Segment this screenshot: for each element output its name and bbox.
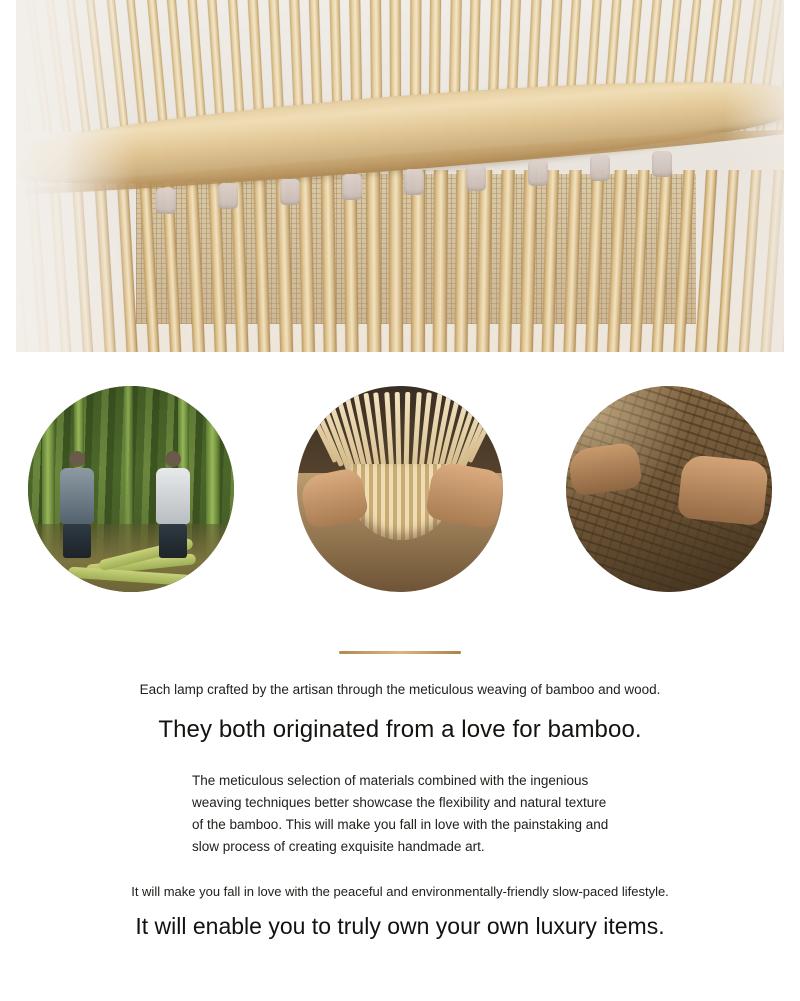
bamboo-slat <box>252 170 273 352</box>
copy-block <box>0 680 800 940</box>
hand-right <box>425 460 503 530</box>
hoop-spacer <box>528 160 548 186</box>
section-divider <box>339 651 461 654</box>
hoop-spacer <box>156 188 176 214</box>
bamboo-slat <box>646 170 672 352</box>
sub-line: It will make you fall in love with the peaceful and environmentally-friendly slow-paced lifestyle. <box>131 884 669 900</box>
bamboo-slat <box>518 170 538 352</box>
hero-vignette-right <box>724 0 784 352</box>
bamboo-slat <box>389 170 404 352</box>
bamboo-forest-scene <box>28 386 234 592</box>
bamboo-slat <box>689 170 717 352</box>
bamboo-slat <box>411 170 426 352</box>
bamboo-slat <box>475 170 493 352</box>
bamboo-slat <box>667 170 694 352</box>
bamboo-slat <box>298 170 317 352</box>
body-paragraph: The meticulous selection of materials combined with the ingenious weaving techniques better showcase the flexibility and natural texture of the bamboo. This will make you fall in love with the painstaking and slow process of creating exquisite handmade art. <box>192 773 609 855</box>
bamboo-slat <box>539 170 560 352</box>
hoop-spacer <box>218 183 238 209</box>
bamboo-slat <box>453 170 470 352</box>
artisan-left <box>60 451 94 558</box>
bamboo-slat <box>366 170 382 352</box>
hand-left <box>298 466 369 530</box>
bamboo-slat <box>184 170 208 352</box>
headline: They both originated from a love for bamboo. <box>158 716 642 744</box>
craft-photo-harvesting <box>28 386 234 592</box>
hoop-spacer <box>280 179 300 205</box>
bamboo-slat <box>582 170 605 352</box>
artisan-right <box>156 451 190 558</box>
basket-weaving-scene <box>297 386 503 592</box>
hoop-spacer <box>342 174 362 200</box>
bamboo-slat <box>625 170 650 352</box>
craft-photo-weaving-basket <box>297 386 503 592</box>
craft-photo-weaving-mat <box>566 386 772 592</box>
bamboo-slat <box>603 170 627 352</box>
hoop-spacer <box>590 155 610 181</box>
hero-lamp-photo <box>16 0 784 352</box>
intro-line: Each lamp crafted by the artisan through the meticulous weaving of bamboo and wood. <box>139 682 661 697</box>
hero-vignette-left <box>16 0 136 352</box>
closing-line: It will enable you to truly own your own luxury items. <box>135 913 665 940</box>
hand-right <box>677 454 769 527</box>
hoop-spacer <box>404 169 424 195</box>
hoop-spacer <box>652 151 672 177</box>
bamboo-slat <box>321 170 339 352</box>
hoop-spacer <box>466 165 486 191</box>
craft-photo-row <box>0 386 800 608</box>
bamboo-slat <box>432 170 448 352</box>
mat-weaving-scene <box>566 386 772 592</box>
bamboo-slat <box>496 170 515 352</box>
bamboo-slat <box>561 170 583 352</box>
